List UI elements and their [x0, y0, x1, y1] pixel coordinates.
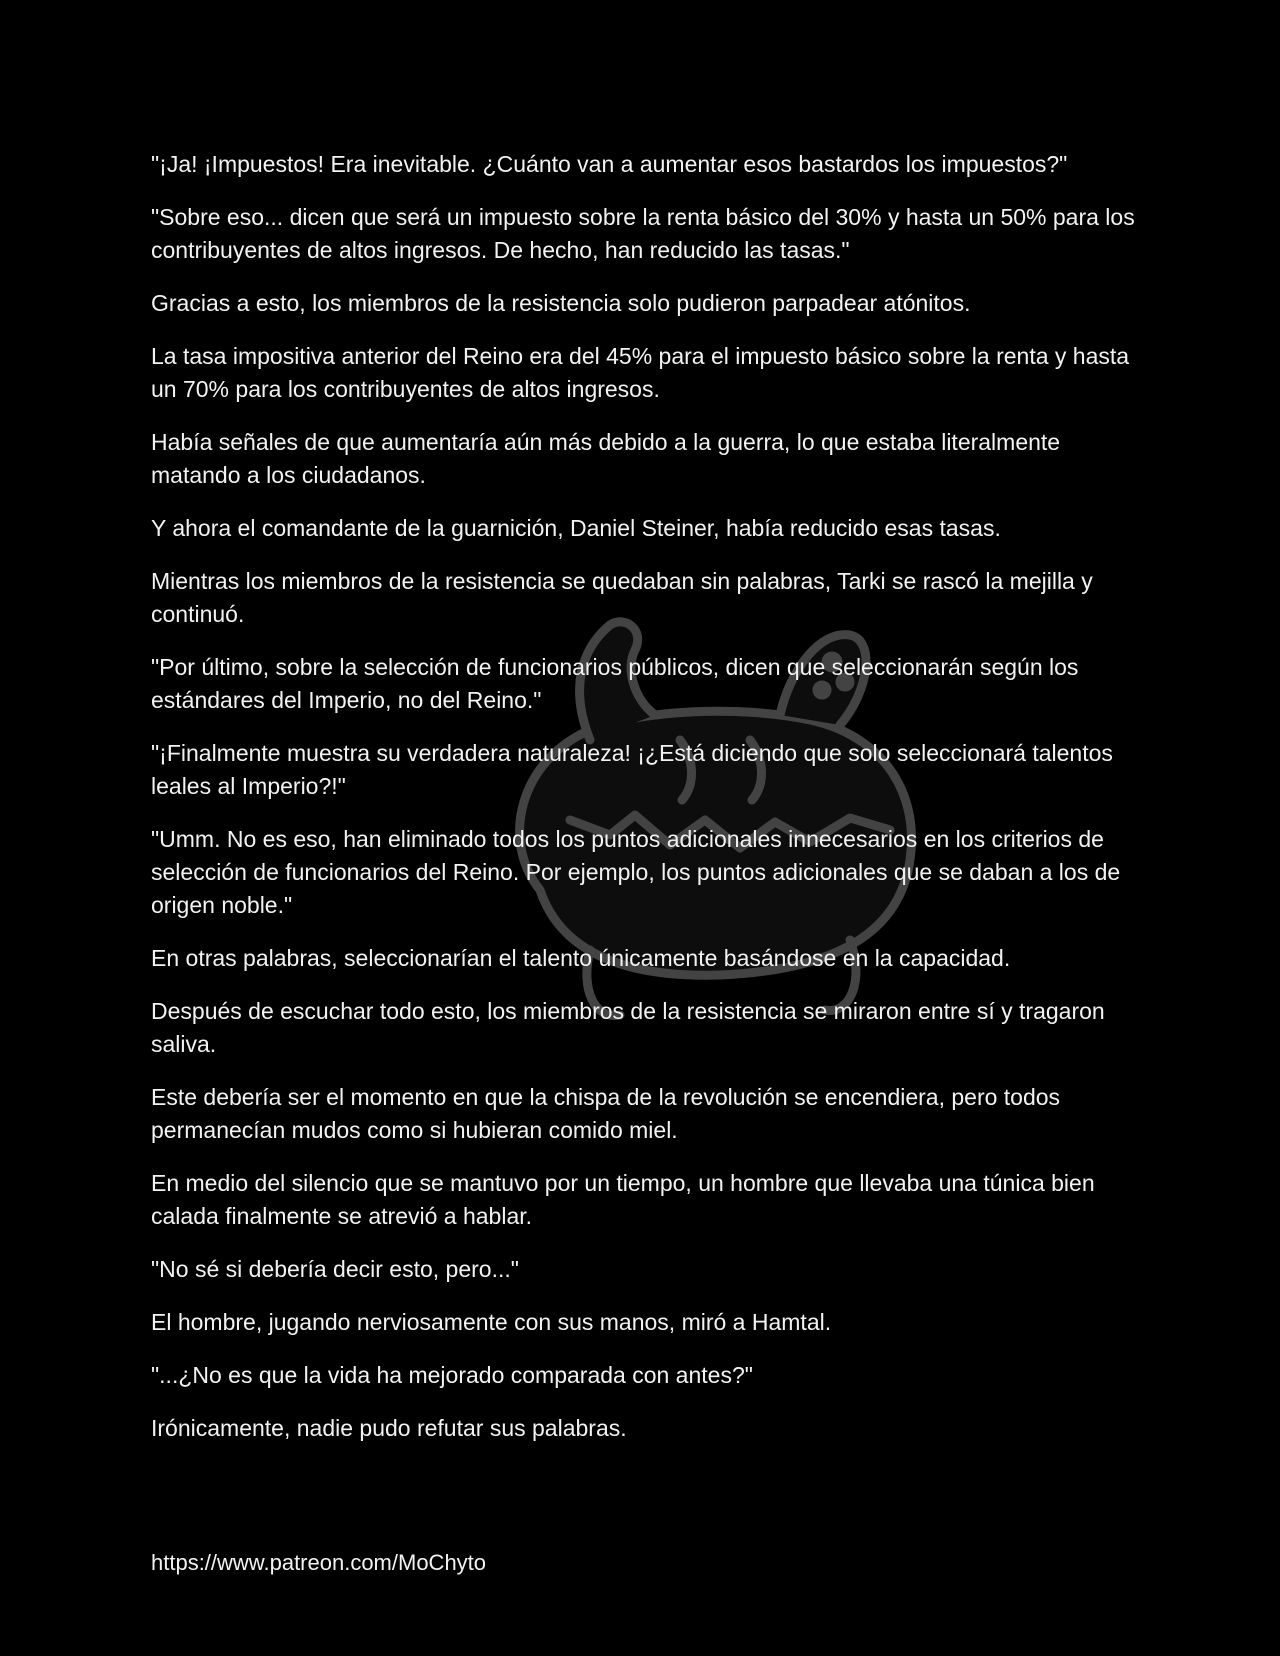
paragraph: Después de escuchar todo esto, los miembros de la resistencia se miraron entre sí y tragaron saliva. — [151, 998, 1105, 1057]
paragraph: Había señales de que aumentaría aún más debido a la guerra, lo que estaba literalmente matando a los ciudadanos. — [151, 429, 1061, 488]
paragraph: El hombre, jugando nerviosamente con sus manos, miró a Hamtal. — [151, 1309, 832, 1335]
paragraph: "Umm. No es eso, han eliminado todos los puntos adicionales innecesarios en los criterios de selección de funcionarios del Reino. Por ejemplo, los puntos adicionales que se daban a los de origen noble." — [151, 826, 1121, 918]
paragraph: "...¿No es que la vida ha mejorado comparada con antes?" — [151, 1362, 753, 1388]
paragraph: "Por último, sobre la selección de funcionarios públicos, dicen que seleccionarán según los estándares del Imperio, no del Reino." — [151, 654, 1079, 713]
paragraph: "No sé si debería decir esto, pero..." — [151, 1256, 519, 1282]
chapter-text — [151, 148, 1141, 1465]
paragraph: "Sobre eso... dicen que será un impuesto sobre la renta básico del 30% y hasta un 50% para los contribuyentes de altos ingresos. De hecho, han reducido las tasas." — [151, 204, 1135, 263]
patreon-link[interactable]: https://www.patreon.com/MoChyto — [151, 1550, 487, 1575]
paragraph: La tasa impositiva anterior del Reino era del 45% para el impuesto básico sobre la renta y hasta un 70% para los contribuyentes de altos ingresos. — [151, 343, 1130, 402]
paragraph: Mientras los miembros de la resistencia se quedaban sin palabras, Tarki se rascó la mejilla y continuó. — [151, 568, 1093, 627]
paragraph: En otras palabras, seleccionarían el talento únicamente basándose en la capacidad. — [151, 945, 1011, 971]
paragraph: En medio del silencio que se mantuvo por un tiempo, un hombre que llevaba una túnica bien calada finalmente se atrevió a hablar. — [151, 1170, 1095, 1229]
paragraph: Gracias a esto, los miembros de la resistencia solo pudieron parpadear atónitos. — [151, 290, 971, 316]
paragraph: Este debería ser el momento en que la chispa de la revolución se encendiera, pero todos permanecían mudos como si hubieran comido miel. — [151, 1084, 1061, 1143]
paragraph: Irónicamente, nadie pudo refutar sus palabras. — [151, 1415, 627, 1441]
paragraph: Y ahora el comandante de la guarnición, Daniel Steiner, había reducido esas tasas. — [151, 515, 1001, 541]
paragraph: "¡Finalmente muestra su verdadera naturaleza! ¡¿Está diciendo que solo seleccionará talentos leales al Imperio?!" — [151, 740, 1113, 799]
paragraph: "¡Ja! ¡Impuestos! Era inevitable. ¿Cuánto van a aumentar esos bastardos los impuestos?" — [151, 151, 1068, 177]
